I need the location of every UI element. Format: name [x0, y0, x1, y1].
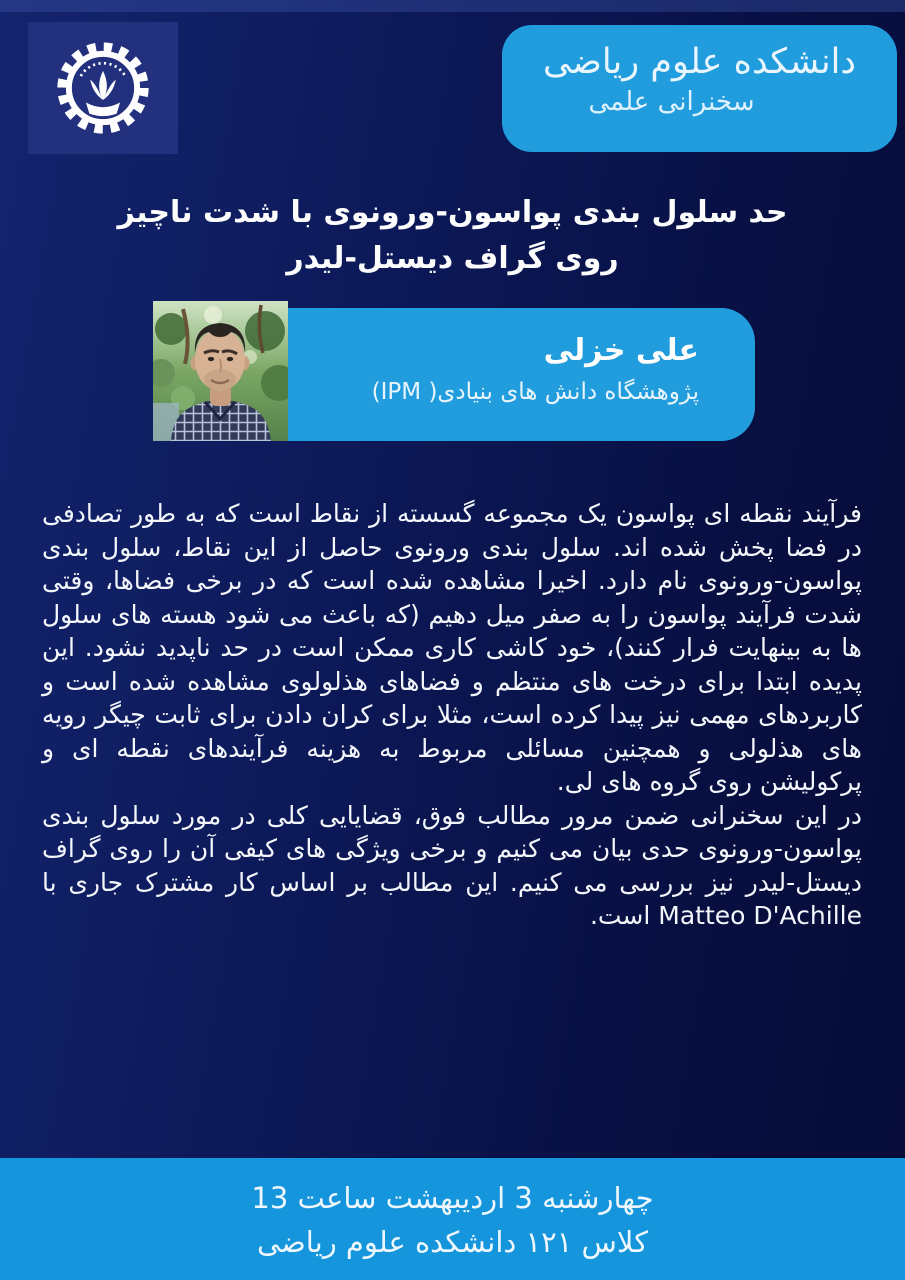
event-location: کلاس ۱۲۱ دانشکده علوم ریاضی [256, 1225, 649, 1259]
top-edge-strip [0, 0, 905, 12]
footer-banner [0, 1158, 905, 1280]
speaker-photo [153, 301, 288, 441]
event-type-label: سخنرانی علمی [588, 87, 755, 118]
abstract-paragraph-1: فرآیند نقطه ای پواسون یک مجموعه گسسته از نقاط است که به طور تصادفی در فضا پخش شده اند. سلول بندی ورونوی حاصل از این نقاط، سلول بندی پواسون-ورونوی نام دارد. اخیرا مشاهده شده است که در برخی فضاها، وقتی شدت فرآیند پواسون را به صفر میل دهیم (که باعث می شود هسته های سلول ها به بینهایت فرار کنند)، خود کاشی کاری ممکن است در حد ناپدید نشود. این پدیده ابتدا برای درخت های منتظم و فضاهای هذلولوی مشاهده شده است و کاربردهای مهمی نیز پیدا کرده است، مثلا برای کران دادن برای ثابت چیگر رویه های هذلولی و همچنین مسائلی مربوط به هزینه فرآیندهای نقطه ای و پرکولیشن روی گروه های لی. [42, 499, 862, 796]
speaker-card [288, 308, 755, 441]
university-logo [28, 22, 178, 154]
abstract-paragraph-2: در این سخنرانی ضمن مرور مطالب فوق، قضایایی کلی در مورد سلول بندی پواسون-ورونوی حدی بیان می کنیم و برخی ویژگی های کیفی آن را روی گراف دیستل-لیدر نیز بررسی می کنیم. این مطالب بر اساس کار مشترک جاری با Matteo D'Achille است. [42, 800, 862, 930]
event-datetime: چهارشنبه 3 اردیبهشت ساعت 13 [251, 1181, 654, 1215]
speaker-affiliation: پژوهشگاه دانش های بنیادی( IPM) [371, 379, 699, 405]
abstract-text [42, 497, 862, 933]
header-banner [502, 25, 897, 152]
talk-title [0, 190, 905, 282]
talk-title-line2: روی گراف دیستل-لیدر [286, 241, 619, 276]
talk-title-line1: حد سلول بندی پواسون-ورونوی با شدت ناچیز [117, 195, 788, 230]
sharif-university-gear-icon [39, 28, 167, 148]
faculty-name: دانشکده علوم ریاضی [543, 42, 856, 82]
speaker-name: علی خزلی [543, 333, 699, 368]
